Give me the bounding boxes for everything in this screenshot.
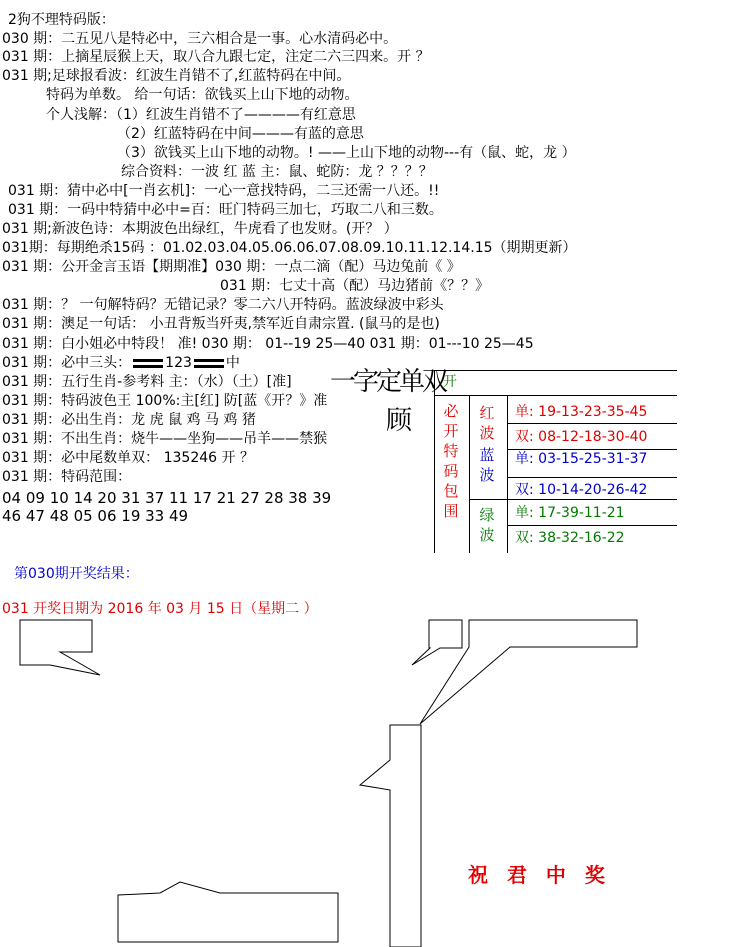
side-title-2: 顾: [386, 406, 413, 436]
line-wave-poem: 031 期;新波色诗：本期波色出绿红，牛虎看了也发财。(开？ ）: [2, 221, 398, 237]
side-title: 一字定单双: [330, 367, 446, 397]
line-031-verse: 031 期：上摘星辰猴上天，取八合九跟七定，注定二六三四来。开 ？: [2, 49, 430, 65]
pkg-row-1: 双: 08-12-18-30-40: [515, 429, 648, 445]
speech-bubble-left: [20, 620, 100, 675]
line-seven-ten: 031 期：七丈十高（配）马边猪前《？？》: [220, 278, 490, 294]
red-wave-label: 红波: [479, 404, 495, 442]
line-kill-15: 031期：每期绝杀15码 ：01.02.03.04.05.06.06.07.08.09.10.11.12.14.15（期期更新）: [2, 240, 577, 256]
line-must-zodiac: 031 期：必出生肖：龙 虎 鼠 鸡 马 鸡 猪: [2, 412, 256, 428]
pkg-row-4: 单: 17-39-11-21: [515, 505, 625, 521]
line-analysis-2: （2）红蓝特码在中间———有蓝的意思: [117, 126, 364, 142]
line-wave-king: 031 期：特码波色王 100%:主[红] 防[蓝《开？》准: [2, 393, 328, 409]
pkg-row-0: 单: 19-13-23-35-45: [515, 404, 648, 420]
line-zodiac-riddle: 031 期：猜中必中[一肖玄机]：一心一意找特码，二三还需一八还。!!: [8, 183, 440, 199]
line-segment: 031 期：白小姐必中特段！ 准! 030 期： 01--19 25—40 031 期：01---10 25—45: [2, 336, 534, 352]
range-numbers-1: 04 09 10 14 20 31 37 11 17 21 27 28 38 39: [2, 489, 332, 507]
line-tail-number: 031 期：必中尾数单双： 135246 开 ？: [2, 450, 254, 466]
line-030-verse: 030 期：二五见八是特必中，三六相合是一事。心水清码必中。: [2, 31, 398, 47]
page-header: 2狗不理特码版：: [8, 12, 115, 28]
line-summary: 综合资料：一波 红 蓝 主：鼠、蛇防：龙 ？？？？: [121, 164, 433, 180]
line-golden-words: 031 期：公开金言玉语【期期准】030 期：一点二滴（配）马边兔前《 》: [2, 259, 461, 275]
wish-text: 祝 君 中 奖: [468, 863, 611, 887]
speech-bubble-wide: [420, 620, 637, 724]
pkg-row-2: 单: 03-15-25-31-37: [515, 451, 648, 467]
line-football: 031 期;足球报看波：红波生肖错不了,红蓝特码在中间。: [2, 68, 351, 84]
line-analysis-1: 个人浅解：（1）红波生肖错不了————有红意思: [46, 107, 356, 123]
line-odd-number: 特码为单数。 给一句话：欲钱买上山下地的动物。: [46, 87, 359, 103]
three-heads-label: 031 期：必中三头：: [2, 355, 132, 371]
line-macau: 031 期：澳足一句话： 小丑背叛当歼夷,禁军近自肃宗置. (鼠马的是也): [2, 316, 440, 332]
line-one-sentence: 031 期：？ 一句解特码？无错记录？零二六八开特码。蓝波绿波中彩头: [2, 297, 444, 313]
green-wave-label: 绿波: [479, 506, 495, 544]
line-five-elements: 031 期：五行生肖-参考料 主：（水）（土）[准]: [2, 374, 292, 390]
line-no-zodiac: 031 期：不出生肖：烧牛——坐狗——吊羊——禁猴: [2, 431, 328, 447]
blue-wave-label: 蓝波: [479, 446, 495, 484]
next-draw-date: 031 开奖日期为 2016 年 03 月 15 日（星期二 ）: [2, 601, 318, 617]
pkg-row-5: 双: 38-32-16-22: [515, 530, 625, 546]
bottom-box-shape: [118, 882, 338, 942]
range-numbers-2: 46 47 48 05 06 19 33 49: [2, 507, 189, 525]
result-title: 第030期开奖结果：: [14, 566, 139, 582]
vertical-bar-shape: [360, 725, 421, 947]
line-one-code: 031 期：一码中特猜中必中=百：旺门特码三加七，巧取二八和三数。: [8, 202, 443, 218]
three-heads-value: 123: [165, 355, 192, 371]
pkg-row-3: 双: 10-14-20-26-42: [515, 482, 648, 498]
three-heads-end: 中: [225, 355, 240, 371]
line-analysis-3: （3）欲钱买上山下地的动物。! ——上山下地的动物---有（鼠、蛇，龙 ）: [117, 145, 576, 161]
package-kai: 开: [443, 374, 457, 390]
speech-bubble-small: [412, 620, 462, 665]
package-title-vertical: 必开特码包围: [443, 402, 459, 520]
line-range-label: 031 期：特码范围：: [2, 469, 132, 485]
